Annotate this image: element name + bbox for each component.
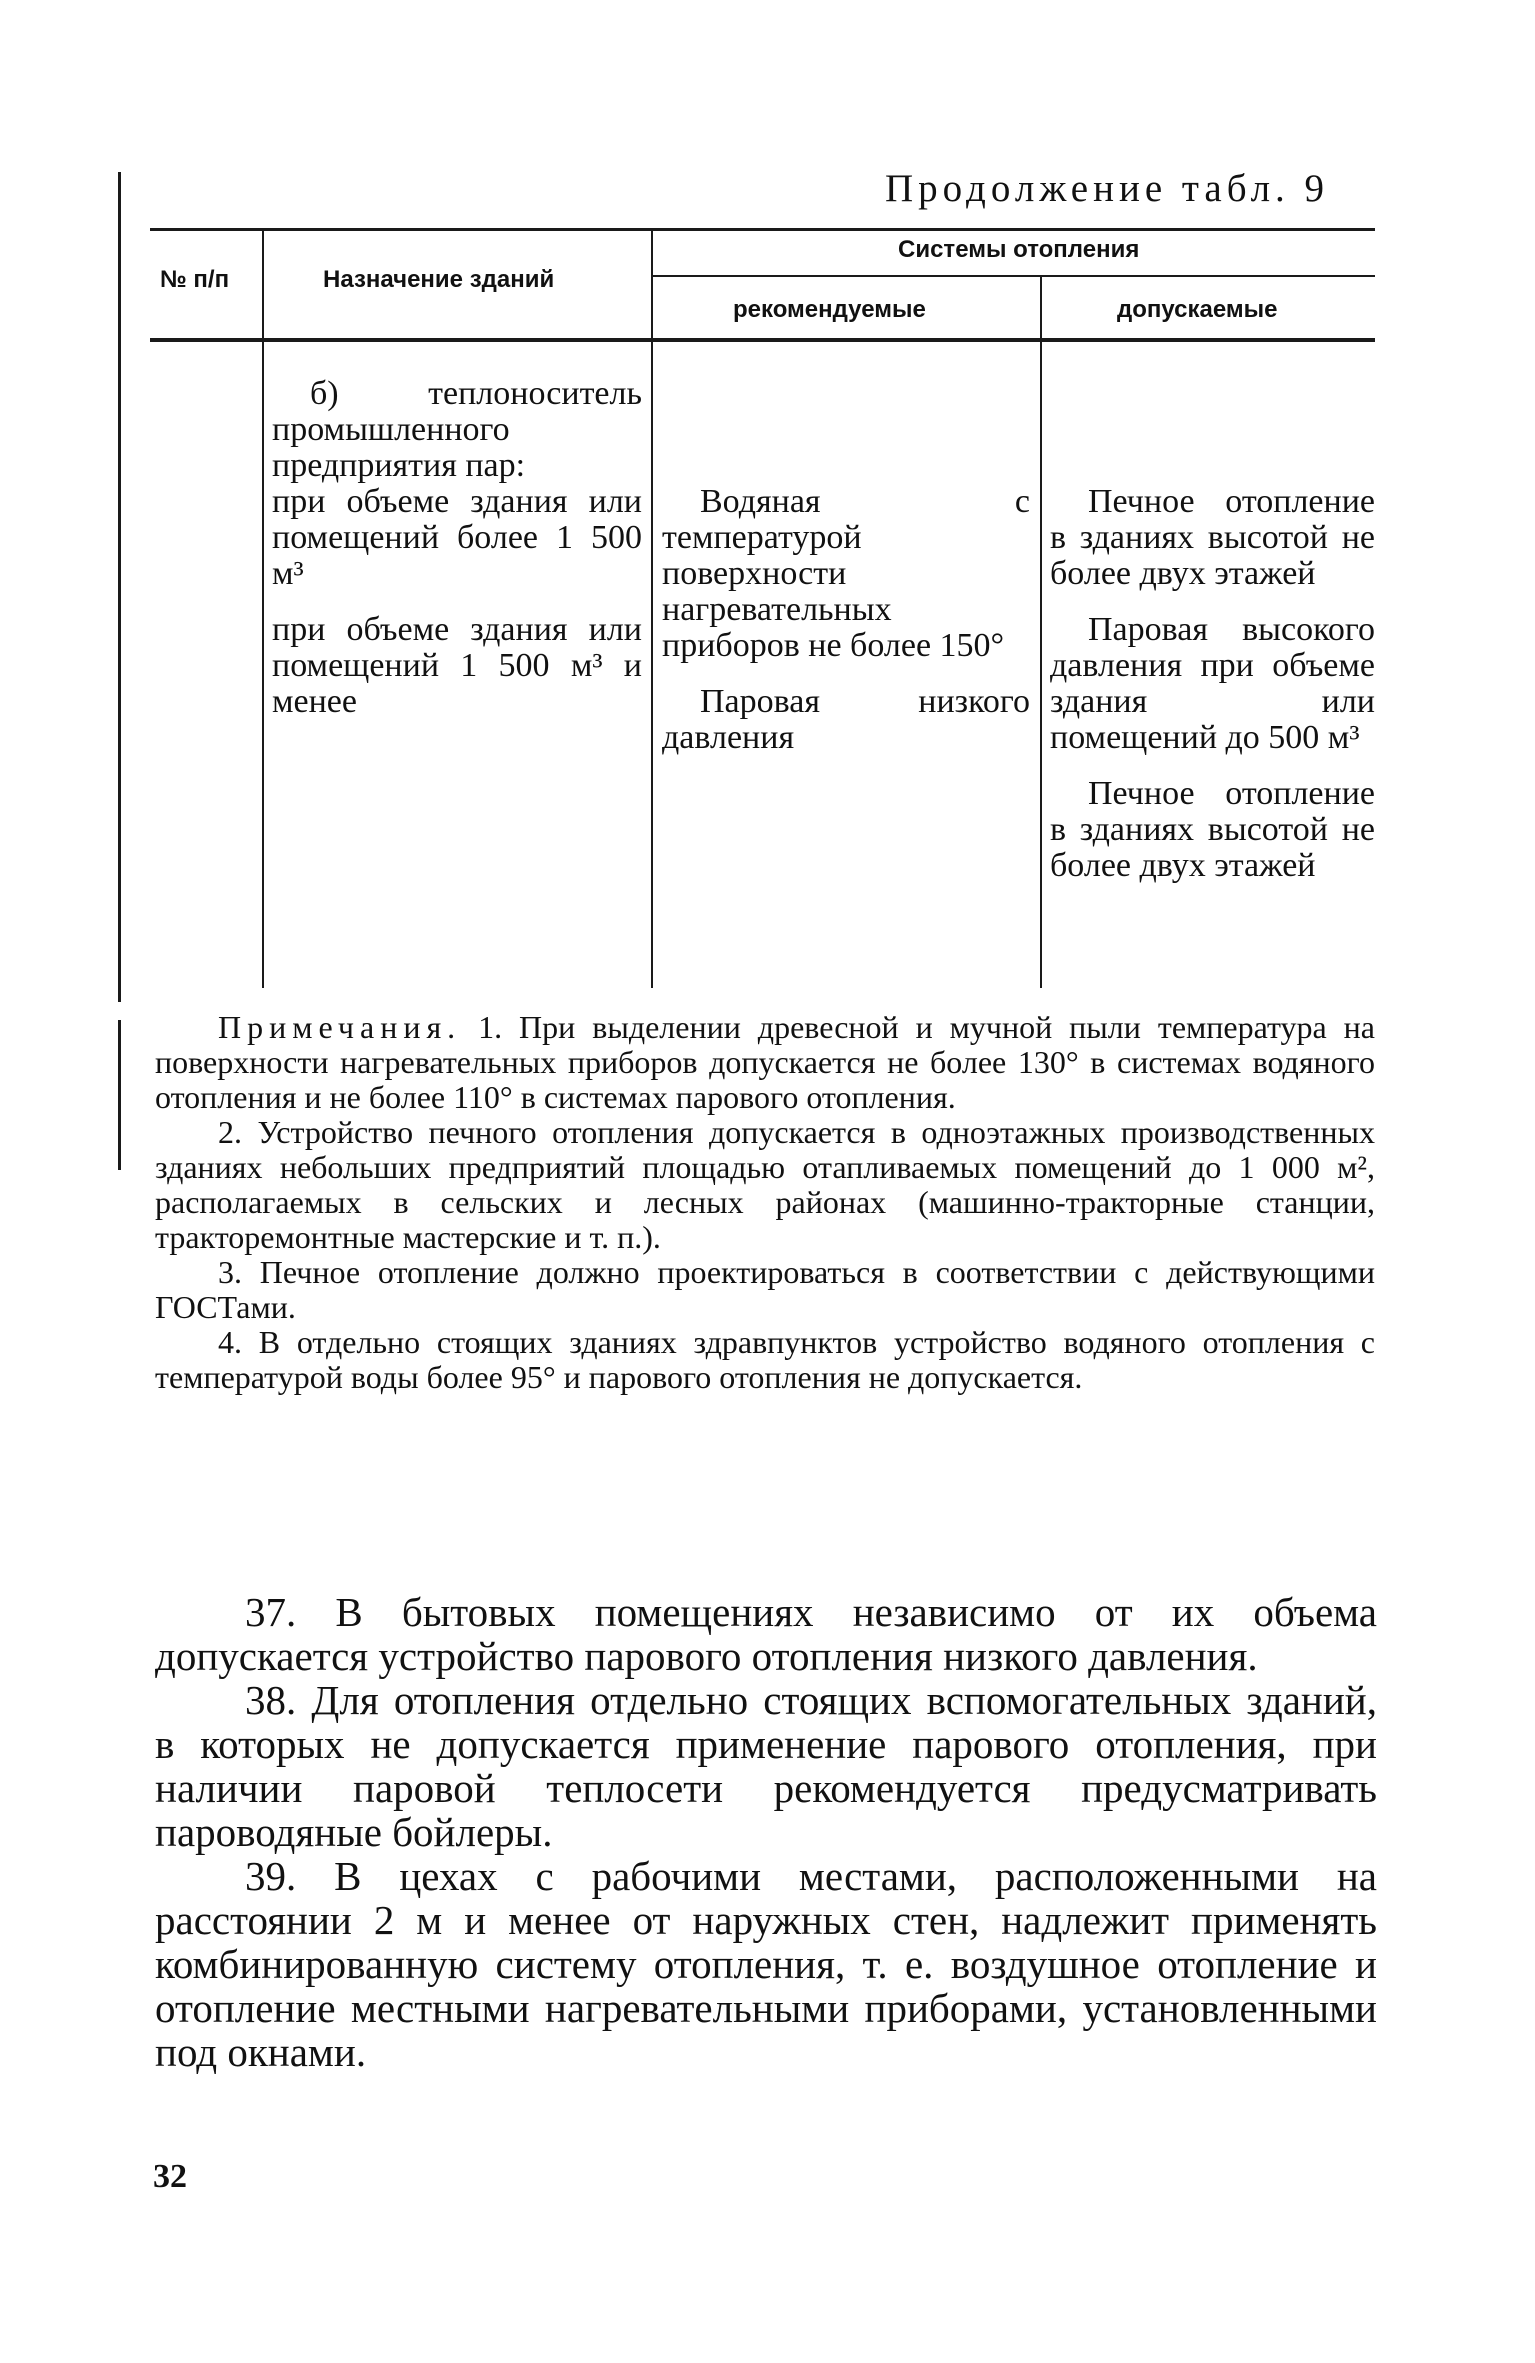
purpose-intro: б) теплоноситель промышленного предприятия пар: <box>272 375 642 484</box>
table-top-rule <box>150 228 1375 231</box>
note-3: 3. Печное отопление должно проектироваться в соответствии с действующими ГОСТами. <box>155 1254 1375 1325</box>
margin-line-bottom <box>118 1020 121 1170</box>
header-recommended: рекомендуемые <box>733 296 926 323</box>
header-building-purpose: Назначение зданий <box>323 266 555 293</box>
purpose-small-volume: при объеме здания или помещений 1 500 м³ и менее <box>272 611 642 720</box>
table-notes <box>155 1010 1375 1395</box>
column-divider-3 <box>1040 276 1042 988</box>
allowed-high-pressure: Паровая высокого давления при объеме здания или помещений до 500 м³ <box>1050 611 1375 756</box>
body-text <box>155 1590 1377 2074</box>
allowed-cell <box>1050 484 1375 884</box>
recommended-small-volume: Паровая низкого давления <box>662 683 1030 756</box>
allowed-stove-heating: Печное отопление в зданиях высотой не более двух этажей <box>1050 775 1375 884</box>
header-bottom-rule <box>150 338 1375 342</box>
note-2: 2. Устройство печного отопления допускается в одноэтажных производственных зданиях небольших предприятий площадью отапливаемых помещений до 1 000 м², располагаемых в сельских и лесных районах (машинно-тракторные станции, тракторемонтные мастерские и т. п.). <box>155 1114 1375 1255</box>
recommended-large-volume: Водяная с температурой поверхности нагревательных приборов не более 150° <box>662 483 1030 664</box>
note-4: 4. В отдельно стоящих зданиях здравпунктов устройство водяного отопления с температурой воды более 95° и парового отопления не допускается. <box>155 1324 1375 1395</box>
purpose-large-volume: при объеме здания или помещений более 1 500 м³ <box>272 483 642 592</box>
paragraph-39: 39. В цехах с рабочими местами, расположенными на расстоянии 2 м и менее от наружных стен, надлежит применять комбинированную систему отопления, т. е. воздушное отопление и отопление местными нагревательными приборами, установленными под окнами. <box>155 1853 1377 2075</box>
page-number: 32 <box>153 2158 187 2195</box>
column-divider-2 <box>651 228 653 988</box>
margin-line-top <box>118 172 121 1002</box>
header-heating-systems: Системы отопления <box>898 236 1140 263</box>
allowed-large-volume: Печное отопление в зданиях высотой не более двух этажей <box>1050 483 1375 592</box>
recommended-cell <box>662 484 1030 756</box>
column-divider-1 <box>262 228 264 988</box>
note-1: 1. При выделении древесной и мучной пыли температура на поверхности нагревательных приборов допускается не более 130° в системах водяного отопления и не более 110° в системах парового отопления. <box>155 1009 1375 1115</box>
header-number: № п/п <box>160 266 230 293</box>
systems-subheader-rule <box>652 275 1375 277</box>
table-continuation-caption: Продолжение табл. 9 <box>885 167 1330 210</box>
notes-heading: Примечания. <box>218 1009 462 1045</box>
header-allowed: допускаемые <box>1117 296 1278 323</box>
paragraph-38: 38. Для отопления отдельно стоящих вспомогательных зданий, в которых не допускается применение парового отопления, при наличии паровой теплосети рекомендуется предусматривать пароводяные бойлеры. <box>155 1677 1377 1855</box>
paragraph-37: 37. В бытовых помещениях независимо от их объема допускается устройство парового отопления низкого давления. <box>155 1589 1377 1679</box>
purpose-cell <box>272 376 642 720</box>
